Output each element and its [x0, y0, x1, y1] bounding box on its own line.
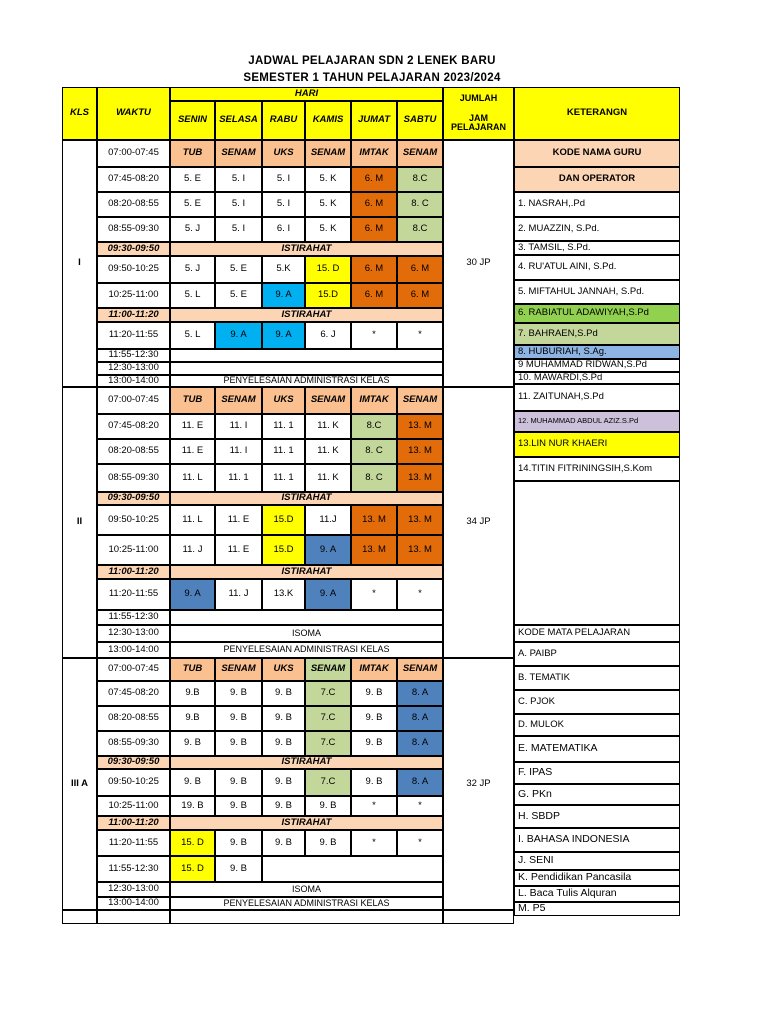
time-cell: 10:25-11:00 [97, 535, 170, 565]
schedule-cell: SENAM [305, 387, 351, 414]
header-hari: HARI [170, 87, 443, 101]
schedule-cell: TUB [170, 140, 215, 167]
keterangan-item: 3. TAMSIL, S.Pd. [514, 241, 680, 255]
time-cell: 10:25-11:00 [97, 796, 170, 816]
schedule-cell: 5. K [305, 217, 351, 242]
header-kls: KLS [62, 87, 97, 140]
header-day-kamis: KAMIS [305, 101, 351, 140]
keterangan-item: 2. MUAZZIN, S.Pd. [514, 217, 680, 241]
keterangan-item: J. SENI [514, 852, 680, 870]
schedule-cell: * [351, 830, 397, 856]
keterangan-item: C. PJOK [514, 690, 680, 714]
schedule-cell: 9. A [170, 579, 215, 610]
schedule-cell: 8. A [397, 681, 443, 706]
schedule-cell: 11. 1 [215, 464, 262, 492]
time-cell: 12:30-13:00 [97, 625, 170, 642]
schedule-cell: 6. M [397, 256, 443, 283]
schedule-cell: 11. E [215, 535, 262, 565]
schedule-cell: 6. M [351, 192, 397, 217]
time-cell: 07:45-08:20 [97, 681, 170, 706]
schedule-cell: 5. L [170, 283, 215, 308]
schedule-cell: 11. J [215, 579, 262, 610]
time-cell: 11:00-11:20 [97, 565, 170, 579]
schedule-cell: 9. B [215, 830, 262, 856]
schedule-cell: 9. B [351, 706, 397, 731]
header-keterangan: KETERANGN [514, 87, 680, 140]
merged-row: PENYELESAIAN ADMINISTRASI KELAS [170, 375, 443, 387]
keterangan-item: L. Baca Tulis Alquran [514, 886, 680, 902]
time-cell: 08:55-09:30 [97, 217, 170, 242]
time-cell: 11:20-11:55 [97, 322, 170, 349]
class-jp: 34 JP [443, 387, 514, 658]
empty-cell [97, 910, 170, 924]
schedule-cell: 9. B [305, 830, 351, 856]
header-day-senin: SENIN [170, 101, 215, 140]
schedule-cell: 11. 1 [262, 464, 305, 492]
schedule-cell: 13. M [351, 535, 397, 565]
keterangan-item: M. P5 [514, 902, 680, 916]
schedule-cell: 9.B [170, 706, 215, 731]
schedule-cell: 6. I [262, 217, 305, 242]
schedule-cell: 11. I [215, 414, 262, 439]
schedule-cell: IMTAK [351, 658, 397, 681]
schedule-cell: TUB [170, 387, 215, 414]
header-day-rabu: RABU [262, 101, 305, 140]
class-label: II [62, 387, 97, 658]
schedule-cell: UKS [262, 140, 305, 167]
empty-cell [443, 910, 514, 924]
schedule-cell: * [397, 322, 443, 349]
break-cell: ISTIRAHAT [170, 816, 443, 830]
keterangan-item: B. TEMATIK [514, 666, 680, 690]
keterangan-item: 4. RU'ATUL AINI, S.Pd. [514, 255, 680, 280]
schedule-cell: SENAM [397, 658, 443, 681]
empty-cell [62, 910, 97, 924]
schedule-cell: 9. B [215, 856, 262, 882]
schedule-cell: 5. E [170, 192, 215, 217]
schedule-cell: 5. E [215, 256, 262, 283]
merged-row [170, 362, 443, 375]
keterangan-item: 8. HUBURIAH, S.Ag. [514, 345, 680, 359]
schedule-cell: 7.C [305, 706, 351, 731]
time-cell: 11:55-12:30 [97, 856, 170, 882]
schedule-cell: 15.D [305, 283, 351, 308]
class-label: I [62, 140, 97, 387]
schedule-cell: IMTAK [351, 387, 397, 414]
schedule-cell: 9. A [215, 322, 262, 349]
header-waktu: WAKTU [97, 87, 170, 140]
schedule-cell: SENAM [215, 140, 262, 167]
schedule-cell: 8.C [397, 217, 443, 242]
schedule-cell: SENAM [397, 387, 443, 414]
time-cell: 13:00-14:00 [97, 897, 170, 910]
schedule-cell: 15.D [262, 535, 305, 565]
break-cell: ISTIRAHAT [170, 308, 443, 322]
time-cell: 07:45-08:20 [97, 167, 170, 192]
keterangan-item: 6. RABIATUL ADAWIYAH,S.Pd [514, 304, 680, 323]
schedule-cell: 13.K [262, 579, 305, 610]
schedule-cell: 9. B [305, 796, 351, 816]
header-jumlah-jam [443, 87, 514, 140]
schedule-cell: 8.C [397, 167, 443, 192]
time-cell: 12:30-13:00 [97, 362, 170, 375]
schedule-cell: 11. E [170, 414, 215, 439]
header-jam-pelajaran: JAM PELAJARAN [450, 112, 506, 133]
schedule-cell: 13. M [351, 505, 397, 535]
schedule-cell: 15.D [262, 505, 305, 535]
schedule-cell: 5. J [170, 217, 215, 242]
schedule-cell: SENAM [397, 140, 443, 167]
keterangan-item: A. PAIBP [514, 642, 680, 666]
schedule-cell: 9. B [170, 731, 215, 756]
schedule-cell: 15. D [305, 256, 351, 283]
schedule-cell: 13. M [397, 505, 443, 535]
schedule-cell: 11. 1 [262, 439, 305, 464]
header-jumlah: JUMLAH [459, 92, 498, 103]
time-cell: 08:20-08:55 [97, 439, 170, 464]
schedule-cell: 9. B [215, 796, 262, 816]
time-cell: 08:55-09:30 [97, 464, 170, 492]
keterangan-item: 13.LIN NUR KHAERI [514, 432, 680, 457]
schedule-cell: 11. L [170, 464, 215, 492]
time-cell: 11:00-11:20 [97, 816, 170, 830]
schedule-cell: 8. A [397, 731, 443, 756]
time-cell: 09:30-09:50 [97, 492, 170, 505]
schedule-cell: * [351, 579, 397, 610]
time-cell: 07:00-07:45 [97, 658, 170, 681]
schedule-cell: SENAM [215, 658, 262, 681]
schedule-cell: 5. I [215, 167, 262, 192]
schedule-cell: 9.B [170, 681, 215, 706]
schedule-cell: 11. E [215, 505, 262, 535]
keterangan-item: G. PKn [514, 784, 680, 805]
schedule-cell: 5. I [215, 192, 262, 217]
schedule-cell: SENAM [305, 140, 351, 167]
schedule-cell: 6. M [397, 283, 443, 308]
schedule-cell: 13. M [397, 464, 443, 492]
schedule-cell: 9. A [305, 579, 351, 610]
schedule-cell: 9. B [262, 796, 305, 816]
time-cell: 07:00-07:45 [97, 140, 170, 167]
schedule-cell: 9. B [351, 769, 397, 796]
schedule-cell: 11. I [215, 439, 262, 464]
class-jp: 32 JP [443, 658, 514, 910]
schedule-cell: TUB [170, 658, 215, 681]
time-cell: 09:50-10:25 [97, 256, 170, 283]
schedule-cell: 9. B [215, 706, 262, 731]
schedule-cell: 8. C [397, 192, 443, 217]
schedule-cell: * [397, 796, 443, 816]
schedule-cell: SENAM [305, 658, 351, 681]
header-day-sabtu: SABTU [397, 101, 443, 140]
schedule-cell: 9. B [262, 769, 305, 796]
merged-row: PENYELESAIAN ADMINISTRASI KELAS [170, 642, 443, 658]
time-cell: 11:20-11:55 [97, 579, 170, 610]
schedule-cell: 5. I [262, 192, 305, 217]
schedule-cell: 8. A [397, 706, 443, 731]
schedule-cell: UKS [262, 658, 305, 681]
merged-row: PENYELESAIAN ADMINISTRASI KELAS [170, 897, 443, 910]
schedule-cell: * [351, 322, 397, 349]
schedule-cell: * [397, 579, 443, 610]
schedule-cell: 11. K [305, 464, 351, 492]
schedule-cell: 9. B [351, 681, 397, 706]
header-day-jumat: JUMAT [351, 101, 397, 140]
time-cell: 11:20-11:55 [97, 830, 170, 856]
schedule-cell: 7.C [305, 731, 351, 756]
keterangan-item [514, 481, 680, 625]
schedule-cell: 6. M [351, 256, 397, 283]
schedule-cell: 6. M [351, 283, 397, 308]
schedule-cell: 9. B [215, 769, 262, 796]
keterangan-item: 5. MIFTAHUL JANNAH, S.Pd. [514, 280, 680, 304]
time-cell: 11:55-12:30 [97, 349, 170, 362]
schedule-cell: 11. J [170, 535, 215, 565]
schedule-cell: 5. L [170, 322, 215, 349]
schedule-cell: 5. E [170, 167, 215, 192]
schedule-cell: 5. I [262, 167, 305, 192]
schedule-cell: 8. C [351, 464, 397, 492]
break-cell: ISTIRAHAT [170, 756, 443, 769]
schedule-cell: 13. M [397, 414, 443, 439]
schedule-cell: * [351, 796, 397, 816]
schedule-cell: 6. J [305, 322, 351, 349]
time-cell: 09:30-09:50 [97, 242, 170, 256]
schedule-cell: 9. B [262, 830, 305, 856]
keterangan-item: 10. MAWARDI,S.Pd [514, 372, 680, 384]
schedule-cell: 5. I [215, 217, 262, 242]
keterangan-item: DAN OPERATOR [514, 167, 680, 192]
schedule-cell: 8. C [351, 439, 397, 464]
keterangan-item: KODE NAMA GURU [514, 140, 680, 167]
schedule-cell: 6. M [351, 217, 397, 242]
keterangan-item: 7. BAHRAEN,S.Pd [514, 323, 680, 345]
time-cell: 09:30-09:50 [97, 756, 170, 769]
keterangan-item: K. Pendidikan Pancasila [514, 870, 680, 886]
schedule-cell: 9. B [262, 681, 305, 706]
header-day-selasa: SELASA [215, 101, 262, 140]
schedule-cell: 5. J [170, 256, 215, 283]
time-cell: 11:00-11:20 [97, 308, 170, 322]
schedule-cell: 8.C [351, 414, 397, 439]
schedule-cell: 8. A [397, 769, 443, 796]
schedule-cell: 9. B [351, 731, 397, 756]
merged-row [170, 610, 443, 625]
schedule-cell: 9. A [262, 322, 305, 349]
merged-row: ISOMA [170, 625, 443, 642]
title-line-1: JADWAL PELAJARAN SDN 2 LENEK BARU [248, 55, 496, 67]
empty-cell [170, 910, 443, 924]
schedule-cell: 11.J [305, 505, 351, 535]
time-cell: 09:50-10:25 [97, 505, 170, 535]
schedule-cell: 19. B [170, 796, 215, 816]
schedule-cell: 7.C [305, 681, 351, 706]
keterangan-item: 12. MUHAMMAD ABDUL AZIZ.S.Pd [514, 411, 680, 432]
schedule-cell: 11. L [170, 505, 215, 535]
merged-row [170, 349, 443, 362]
keterangan-item: 14.TITIN FITRININGSIH,S.Kom [514, 457, 680, 481]
break-cell: ISTIRAHAT [170, 242, 443, 256]
keterangan-item: 9 MUHAMMAD RIDWAN,S.Pd [514, 359, 680, 372]
schedule-cell: 13. M [397, 439, 443, 464]
schedule-cell: 7.C [305, 769, 351, 796]
schedule-cell: 13. M [397, 535, 443, 565]
class-label: III A [62, 658, 97, 910]
schedule-cell: 11. E [170, 439, 215, 464]
time-cell: 11:55-12:30 [97, 610, 170, 625]
class-jp: 30 JP [443, 140, 514, 387]
time-cell: 12:30-13:00 [97, 882, 170, 897]
schedule-cell: 11. K [305, 414, 351, 439]
schedule-cell: SENAM [215, 387, 262, 414]
keterangan-item: 11. ZAITUNAH,S.Pd [514, 384, 680, 411]
schedule-cell: 9. B [170, 769, 215, 796]
keterangan-item: F. IPAS [514, 762, 680, 784]
schedule-cell: 9. B [215, 681, 262, 706]
keterangan-item: 1. NASRAH,.Pd [514, 192, 680, 217]
time-cell: 07:00-07:45 [97, 387, 170, 414]
schedule-cell: 11. 1 [262, 414, 305, 439]
keterangan-item: H. SBDP [514, 805, 680, 828]
schedule-empty [262, 856, 443, 882]
time-cell: 10:25-11:00 [97, 283, 170, 308]
schedule-cell: * [397, 830, 443, 856]
time-cell: 09:50-10:25 [97, 769, 170, 796]
title-line-2: SEMESTER 1 TAHUN PELAJARAN 2023/2024 [243, 72, 501, 84]
keterangan-item: D. MULOK [514, 714, 680, 736]
keterangan-item: KODE MATA PELAJARAN [514, 625, 680, 642]
schedule-cell: 9. B [262, 731, 305, 756]
keterangan-item: I. BAHASA INDONESIA [514, 828, 680, 852]
schedule-cell: 11. K [305, 439, 351, 464]
break-cell: ISTIRAHAT [170, 492, 443, 505]
schedule-cell: 9. A [262, 283, 305, 308]
schedule-cell: 15. D [170, 830, 215, 856]
time-cell: 13:00-14:00 [97, 642, 170, 658]
merged-row: ISOMA [170, 882, 443, 897]
schedule-cell: 6. M [351, 167, 397, 192]
time-cell: 08:55-09:30 [97, 731, 170, 756]
schedule-cell: 5. K [305, 192, 351, 217]
schedule-cell: 15. D [170, 856, 215, 882]
time-cell: 13:00-14:00 [97, 375, 170, 387]
time-cell: 07:45-08:20 [97, 414, 170, 439]
schedule-cell: 9. B [215, 731, 262, 756]
schedule-cell: UKS [262, 387, 305, 414]
time-cell: 08:20-08:55 [97, 706, 170, 731]
break-cell: ISTIRAHAT [170, 565, 443, 579]
schedule-cell: 9. A [305, 535, 351, 565]
schedule-cell: 5.K [262, 256, 305, 283]
keterangan-item: E. MATEMATIKA [514, 736, 680, 762]
schedule-cell: 5. E [215, 283, 262, 308]
schedule-cell: 9. B [262, 706, 305, 731]
schedule-cell: 5. K [305, 167, 351, 192]
schedule-cell: IMTAK [351, 140, 397, 167]
time-cell: 08:20-08:55 [97, 192, 170, 217]
